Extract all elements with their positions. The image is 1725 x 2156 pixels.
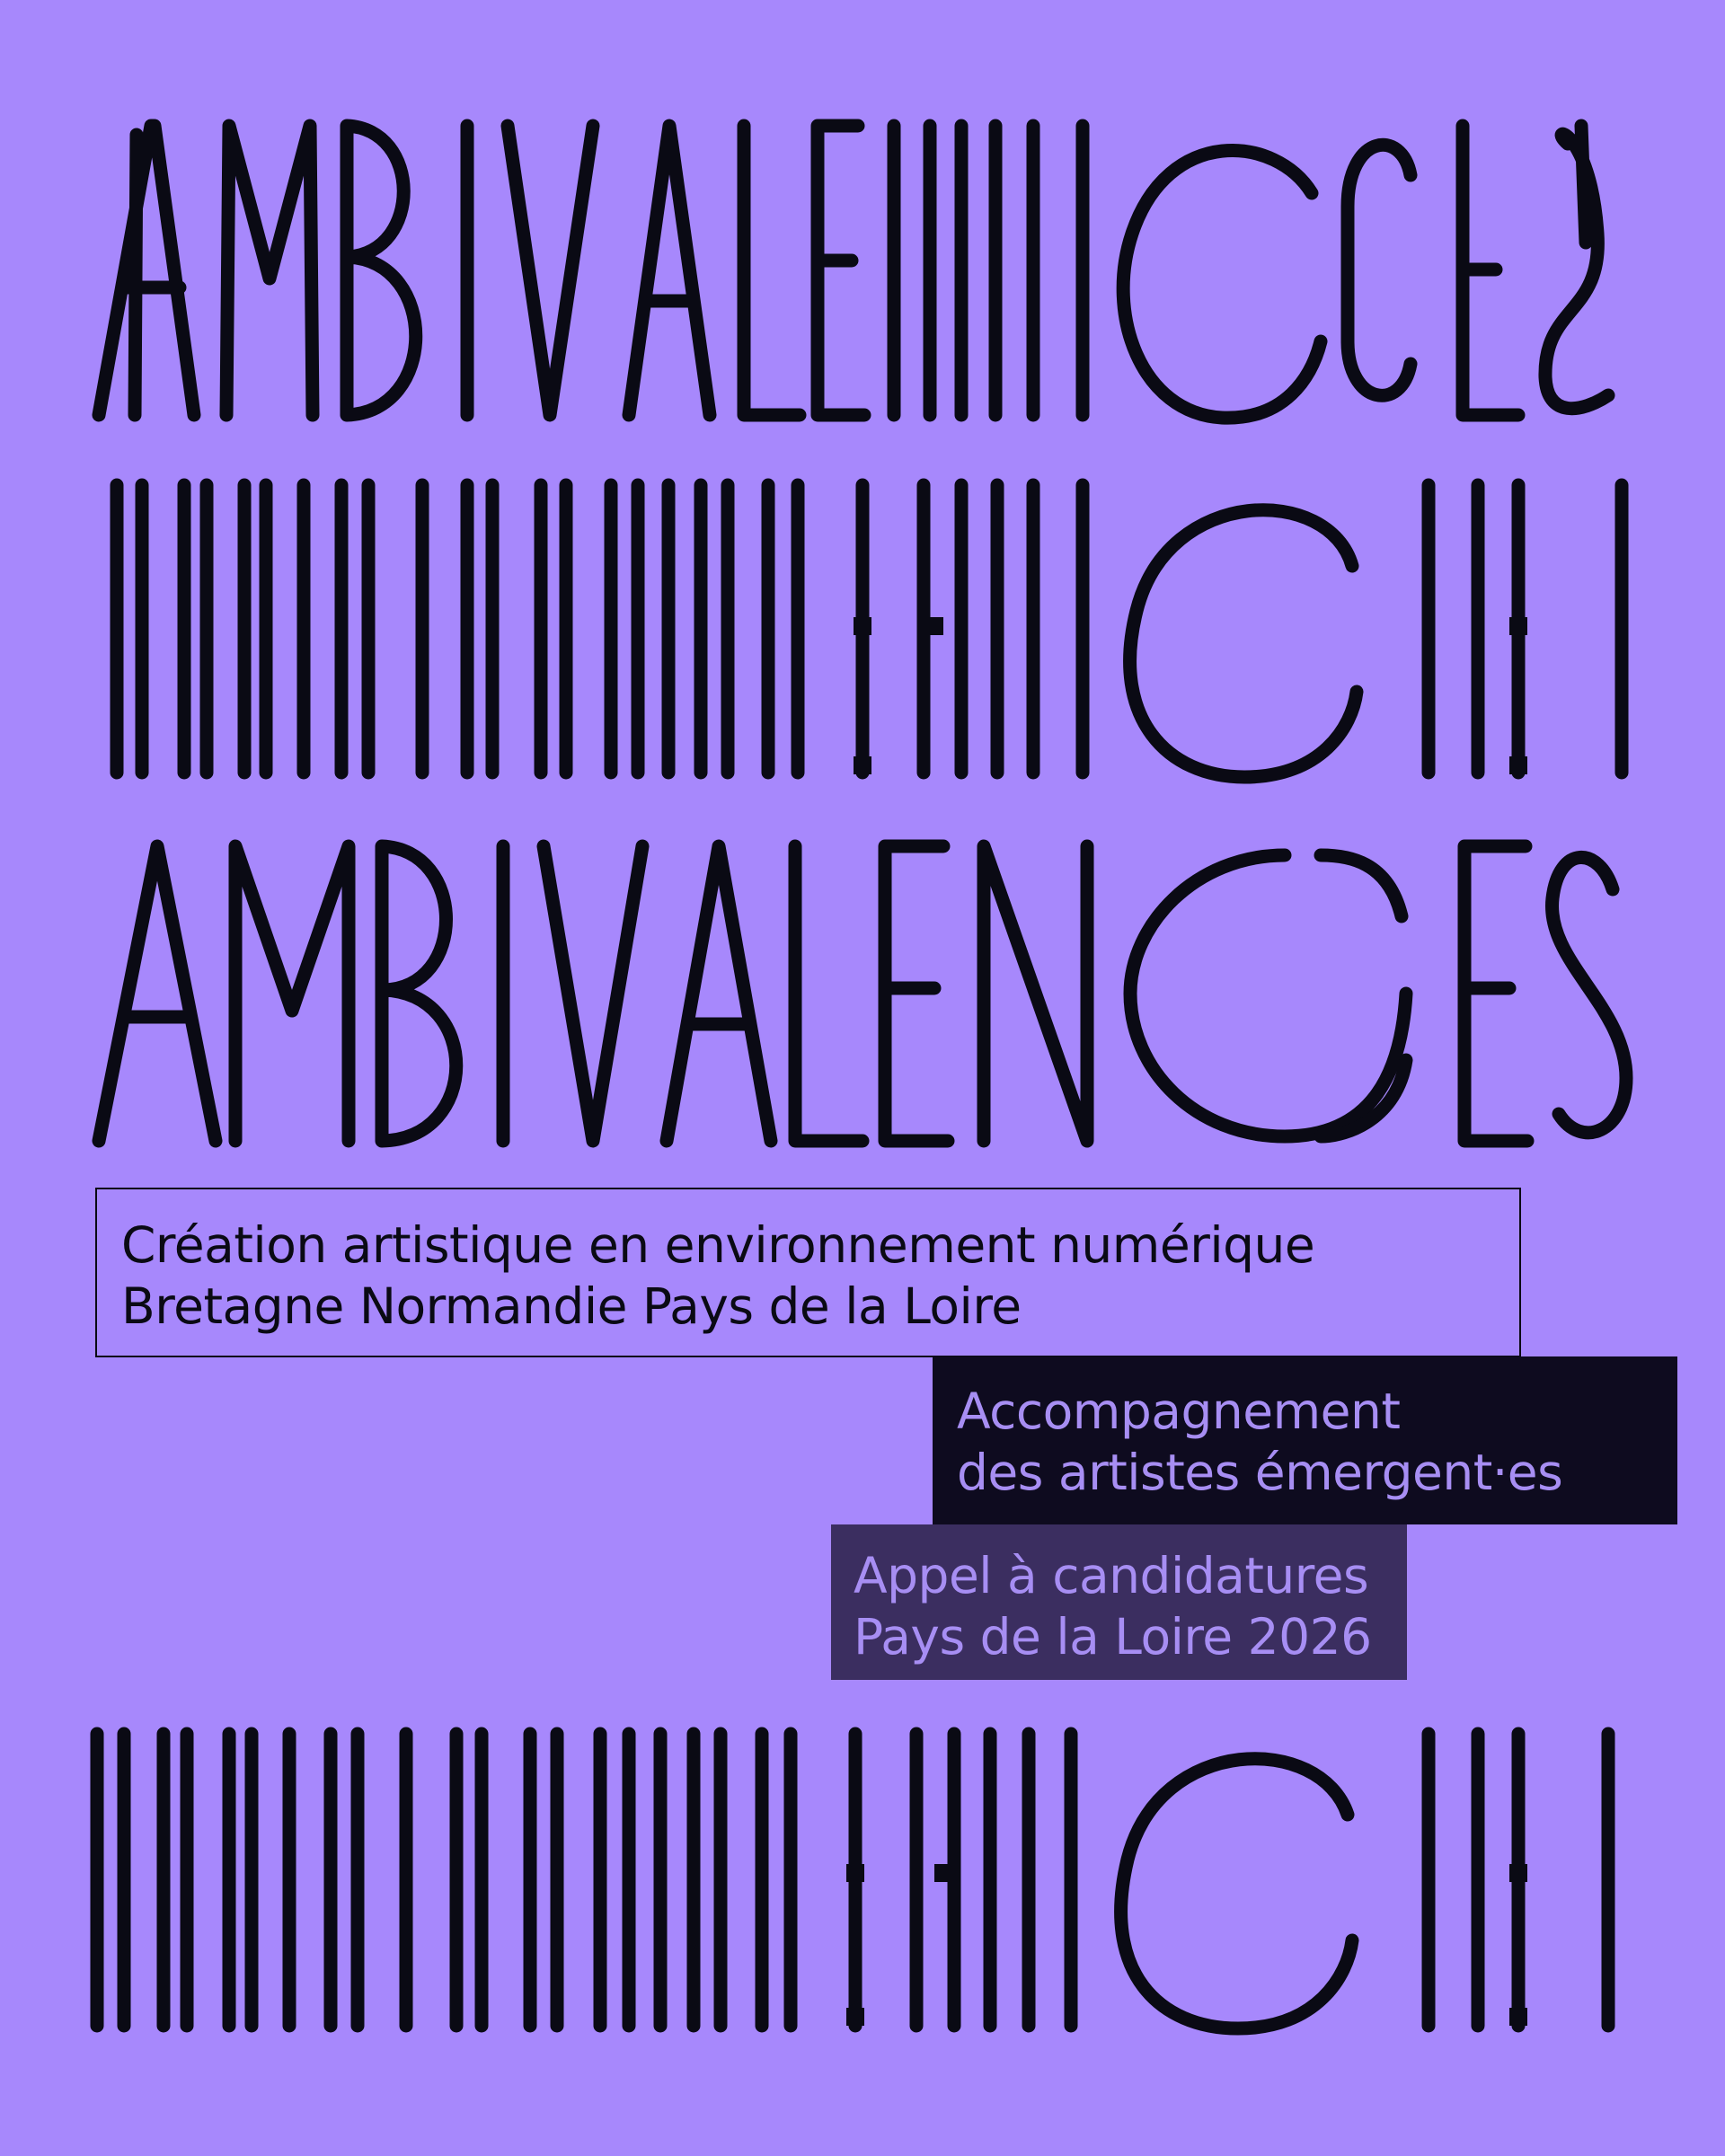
poster-title [0,19,1,20]
title-lettering-clean [0,826,1725,1150]
title-lettering-bars-lower [0,1716,1725,2039]
subtitle-line-1: Création artistique en environnement numérique [121,1216,1315,1274]
support-box [933,1356,1677,1524]
call-line-2: Pays de la Loire 2026 [854,1608,1372,1666]
call-line-1: Appel à candidatures [854,1547,1369,1604]
subtitle-box [95,1188,1521,1357]
support-line-1: Accompagnement [957,1383,1401,1440]
call-box [831,1524,1407,1680]
title-lettering-distorted-top [0,108,1725,431]
subtitle-line-2: Bretagne Normandie Pays de la Loire [121,1277,1022,1335]
support-line-2: des artistes émergent·es [957,1444,1563,1501]
title-lettering-bars-upper [0,467,1725,791]
